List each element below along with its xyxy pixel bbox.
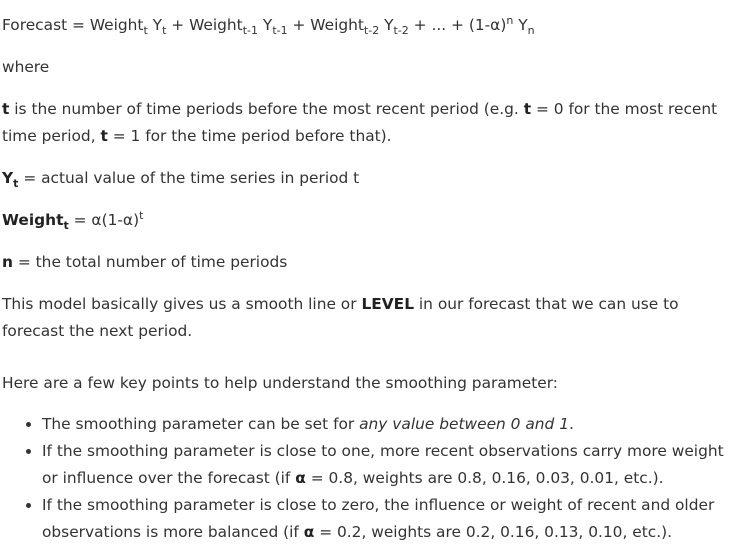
definition-weight: Weight$_t$ = $\alpha(1-\alpha)^t$	[2, 209, 144, 232]
list-item: • The smoothing parameter can be set for any value between 0 and 1.	[42, 411, 740, 438]
model-paragraph: This model basically gives us a smooth line or LEVEL in our forecast that we can use to forecast the next period.	[2, 295, 679, 340]
definition-n: n = the total number of time periods	[2, 253, 288, 271]
forecast-formula: Forecast = Weight$_t$ $Y_t$ + Weight$_{t-1}$ $Y_{t-1}$ + Weight$_{t-2}$ $Y_{t-2}$ + ... + $(1-\alpha)^n$ $Y_n$	[2, 14, 535, 37]
key-points-intro: Here are a few key points to help understand the smoothing parameter:	[2, 374, 558, 392]
list-item: • If the smoothing parameter is close to zero, the influence or weight of recent and older observations is more balanced (if α = 0.2, weights are 0.2, 0.16, 0.13, 0.10, etc.).	[42, 492, 740, 546]
key-points-list	[2, 411, 740, 546]
definition-t: t is the number of time periods before the most recent period (e.g. t = 0 for the most recent time period, t = 1 for the time period before that).	[2, 100, 718, 145]
formula-lhs: Forecast	[2, 16, 68, 34]
list-item: • If the smoothing parameter is close to one, more recent observations carry more weight or influence over the forecast (if α = 0.8, weights are 0.8, 0.16, 0.03, 0.01, etc.).	[42, 438, 740, 492]
where-label: where	[2, 58, 50, 76]
definition-y: $Y_t$ = actual value of the time series in period t	[2, 169, 360, 190]
